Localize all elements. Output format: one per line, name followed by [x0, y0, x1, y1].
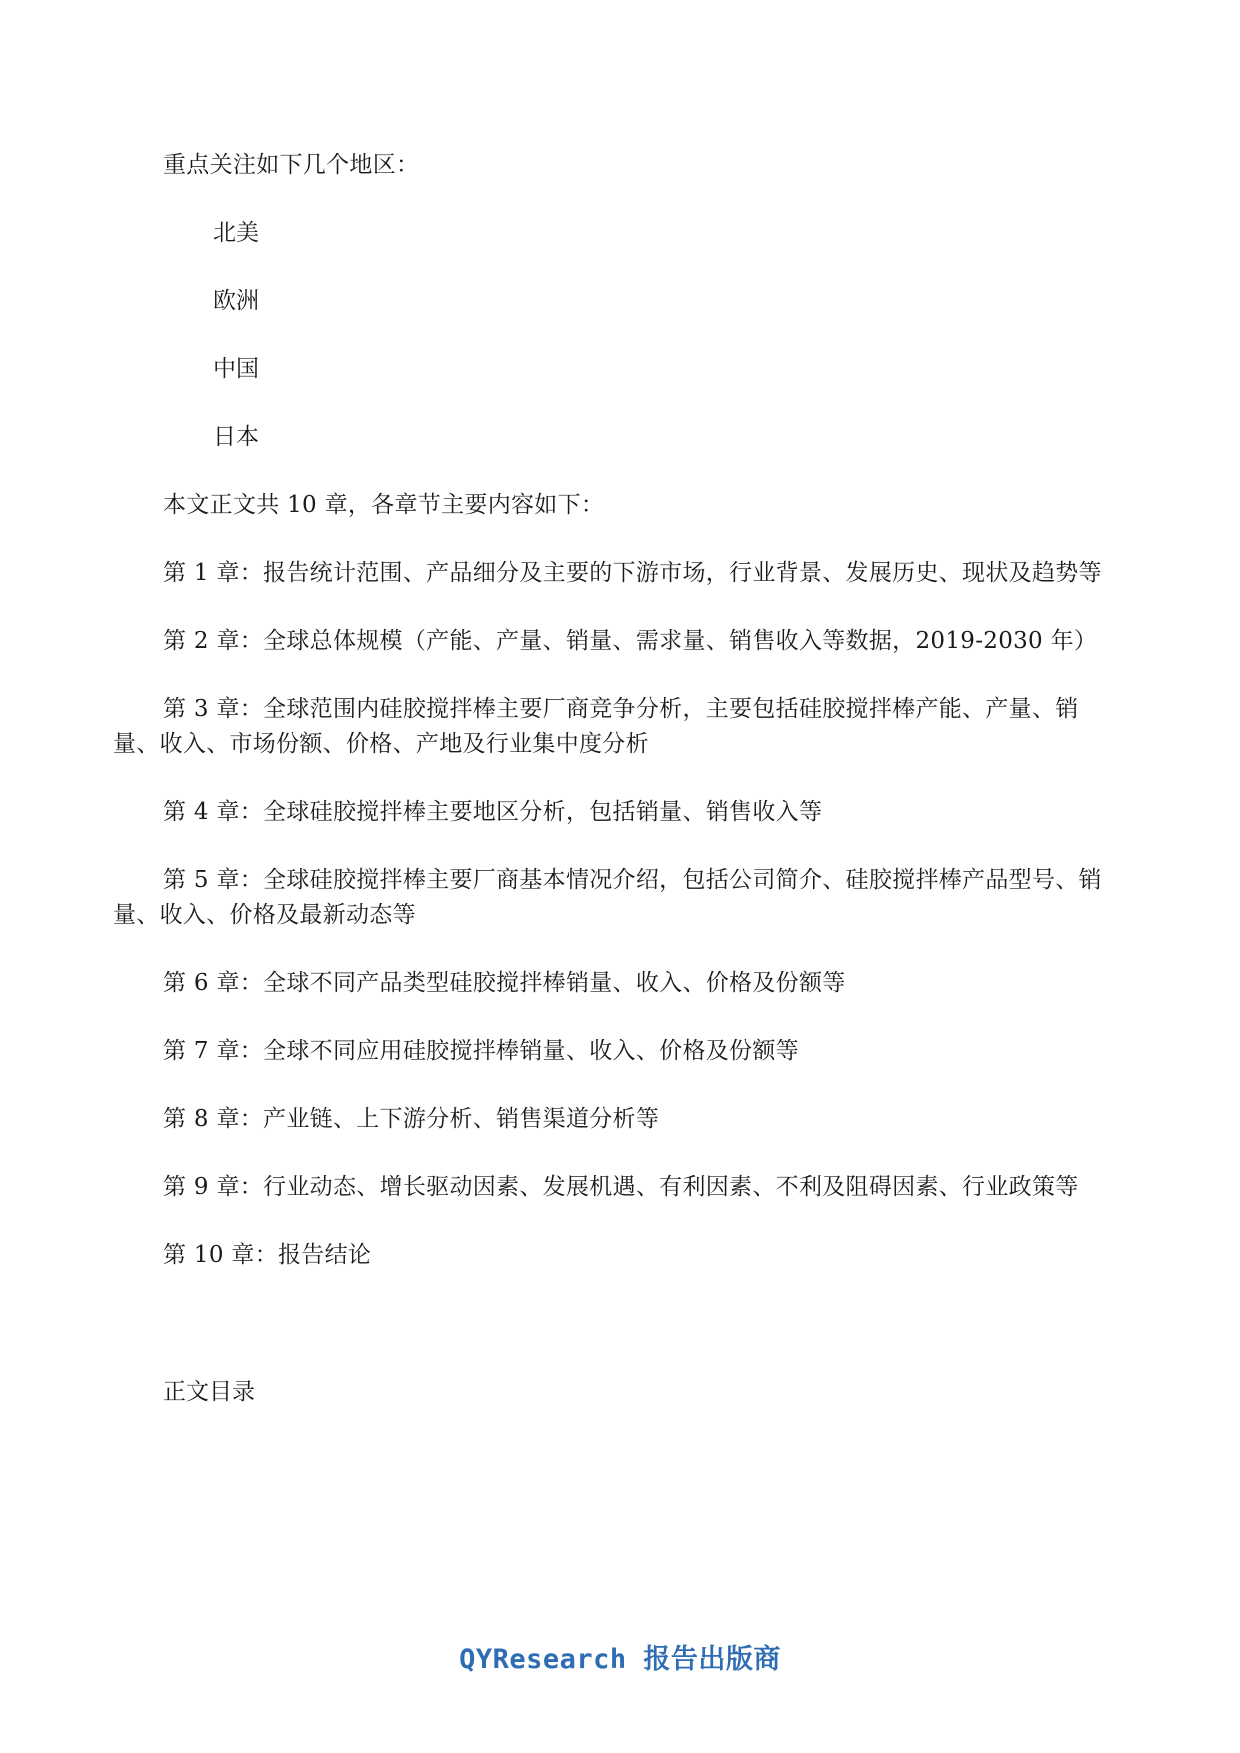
region-china: 中国: [213, 356, 259, 382]
chapter-5: 第 5 章：全球硅胶搅拌棒主要厂商基本情况介绍，包括公司简介、硅胶搅拌棒产品型号、销量、收入、价格及最新动态等: [113, 867, 1102, 928]
toc-title: 正文目录: [163, 1379, 255, 1405]
regions-heading: 重点关注如下几个地区：: [163, 152, 420, 178]
document-body: [113, 148, 1123, 1410]
chapter-7: 第 7 章：全球不同应用硅胶搅拌棒销量、收入、价格及份额等: [163, 1038, 799, 1064]
region-europe: 欧洲: [213, 288, 259, 314]
chapter-9: 第 9 章：行业动态、增长驱动因素、发展机遇、有利因素、不利及阻碍因素、行业政策等: [163, 1174, 1079, 1200]
chapter-3: 第 3 章：全球范围内硅胶搅拌棒主要厂商竞争分析，主要包括硅胶搅拌棒产能、产量、销量、收入、市场份额、价格、产地及行业集中度分析: [113, 696, 1079, 757]
chapters-heading: 本文正文共 10 章，各章节主要内容如下：: [163, 492, 605, 518]
chapter-4: 第 4 章：全球硅胶搅拌棒主要地区分析，包括销量、销售收入等: [163, 799, 823, 825]
region-japan: 日本: [213, 424, 259, 450]
region-north-america: 北美: [213, 220, 259, 246]
chapter-1: 第 1 章：报告统计范围、产品细分及主要的下游市场，行业背景、发展历史、现状及趋势等: [163, 560, 1102, 586]
chapter-2: 第 2 章：全球总体规模（产能、产量、销量、需求量、销售收入等数据，2019-2030 年）: [163, 628, 1098, 654]
chapter-10: 第 10 章：报告结论: [163, 1242, 372, 1268]
chapter-8: 第 8 章：产业链、上下游分析、销售渠道分析等: [163, 1106, 660, 1132]
chapter-6: 第 6 章：全球不同产品类型硅胶搅拌棒销量、收入、价格及份额等: [163, 970, 846, 996]
publisher-footer: QYResearch 报告出版商: [459, 1644, 781, 1675]
